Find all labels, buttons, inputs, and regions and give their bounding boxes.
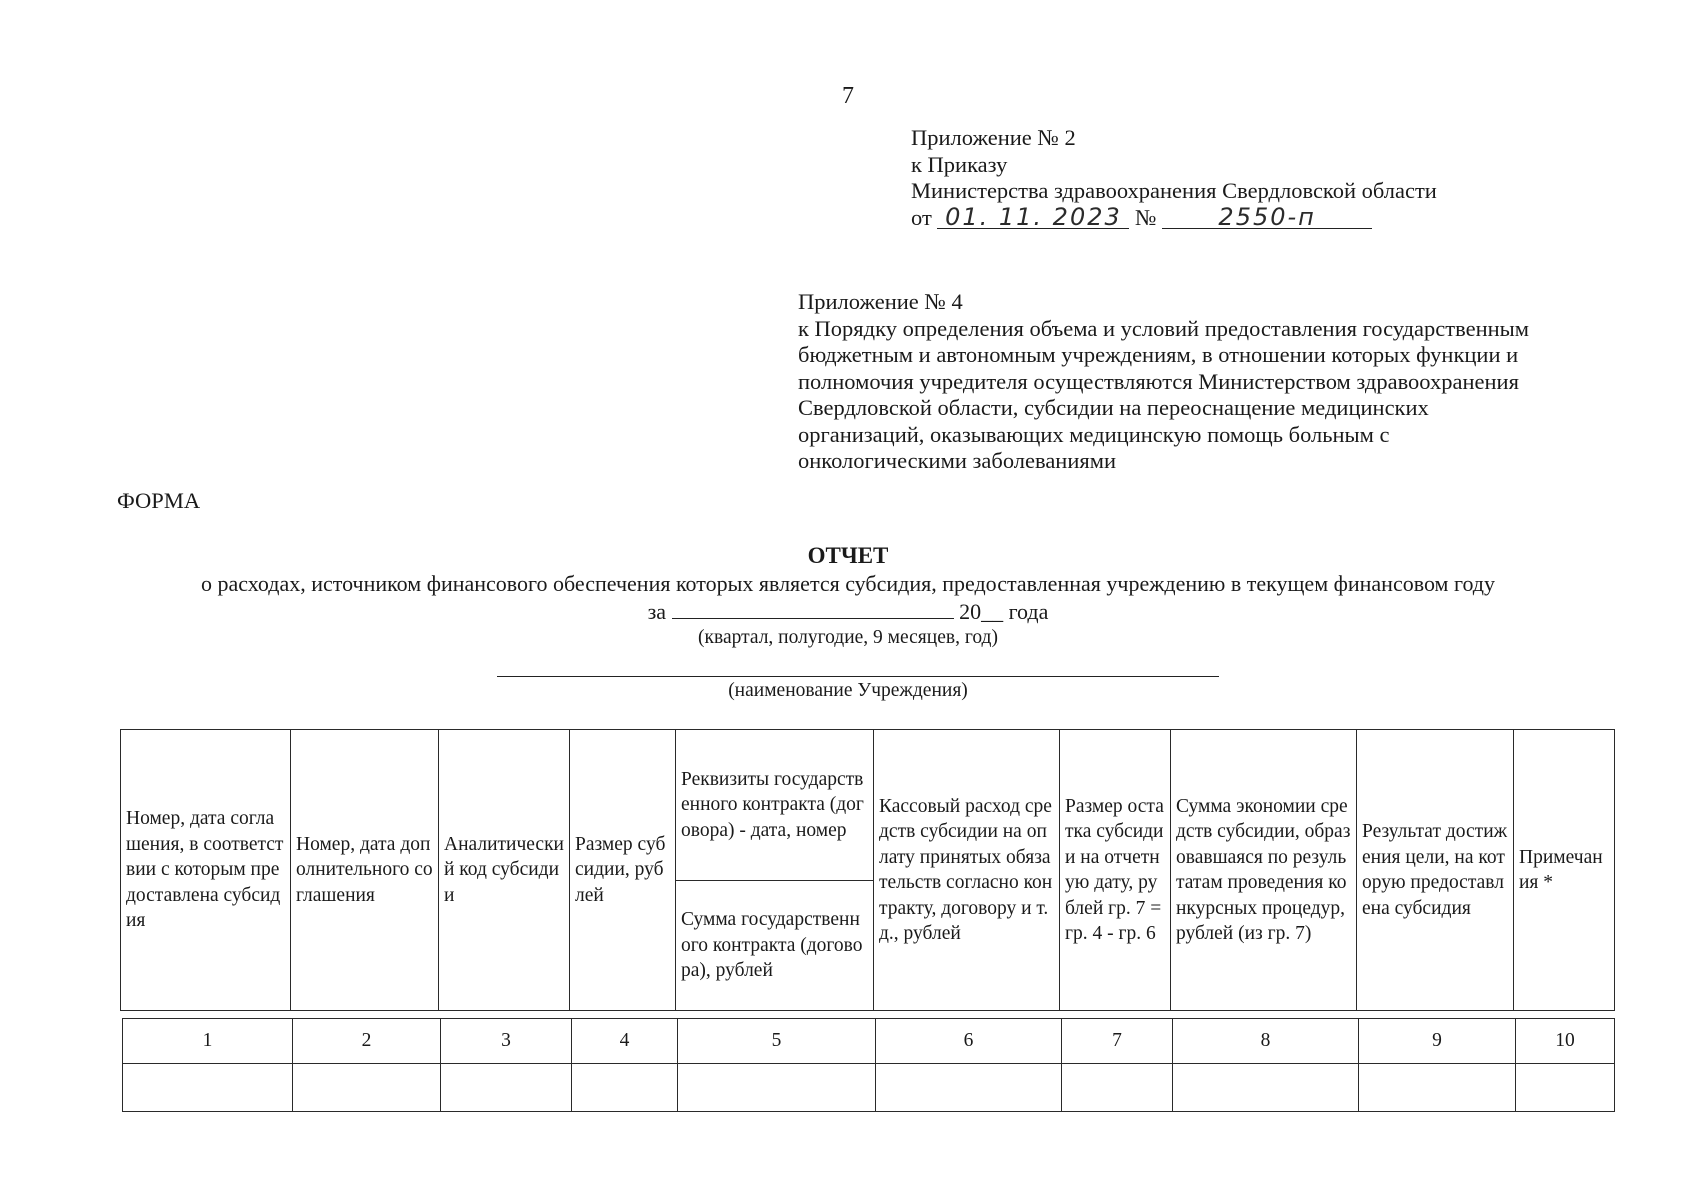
appendix-4-line: к Порядку определения объема и условий предоставления государственным [798,315,1530,341]
empty-data-row [123,1064,1615,1112]
appendix-4-line: онкологическими заболеваниями [798,448,1117,473]
column-number: 2 [293,1019,441,1064]
empty-cell [1359,1064,1516,1112]
empty-cell [1173,1064,1359,1112]
appendix-2-line: Министерства здравоохранения Свердловской области [911,178,1437,203]
header-contract-details: Реквизиты государственного контракта (договора) - дата, номер [676,730,874,881]
empty-cell [293,1064,441,1112]
column-number: 7 [1062,1019,1173,1064]
empty-cell [678,1064,876,1112]
empty-cell [1516,1064,1615,1112]
appendix-4-line: полномочия учредителя осуществляются Министерством здравоохранения [798,368,1519,394]
institution-name-line [497,676,1219,677]
institution-hint: (наименование Учреждения) [728,680,968,701]
appendix-4-line: Свердловской области, субсидии на переоснащение медицинских [798,395,1429,420]
column-number: 6 [876,1019,1062,1064]
order-date-handwritten: 01. 11. 2023 [937,206,1129,229]
form-label: ФОРМА [117,488,201,513]
column-number: 10 [1516,1019,1615,1064]
empty-cell [1062,1064,1173,1112]
appendix-4-title: Приложение № 4 [798,289,963,314]
header-notes: Примечания * [1514,730,1615,1011]
empty-cell [572,1064,678,1112]
report-header-table [120,729,1615,1011]
from-label: от [911,204,932,230]
report-title: ОТЧЕТ [807,543,889,568]
page-number: 7 [842,83,854,109]
appendix-4-line: организаций, оказывающих медицинскую помощь больным с [798,421,1390,447]
appendix-2-line: к Приказу [911,151,1008,177]
period-blank [672,598,954,619]
report-period-line [0,598,1696,625]
appendix-4-block [798,289,1529,475]
header-contract-sum: Сумма государственного контракта (договора), рублей [676,881,874,1011]
column-number: 3 [441,1019,572,1064]
header-additional-agreement: Номер, дата дополнительного соглашения [291,730,439,1011]
column-number: 4 [572,1019,678,1064]
column-number: 5 [678,1019,876,1064]
report-subtitle: о расходах, источником финансового обеспечения которых является субсидия, предоставленная учреждению в текущем финансовом году [200,571,1495,596]
column-number: 1 [123,1019,293,1064]
report-data-table [122,1018,1615,1112]
header-analytic-code: Аналитический код субсидии [439,730,570,1011]
appendix-4-line: бюджетным и автономным учреждениям, в отношении которых функции и [798,342,1519,367]
period-hint: (квартал, полугодие, 9 месяцев, год) [698,627,998,648]
header-result: Результат достижения цели, на которую предоставлена субсидия [1357,730,1514,1011]
header-subsidy-balance: Размер остатка субсидии на отчетную дату, рублей гр. 7 = гр. 4 - гр. 6 [1060,730,1171,1011]
number-label: № [1135,204,1157,230]
header-agreement: Номер, дата соглашения, в соответствии с которым предоставлена субсидия [121,730,291,1011]
period-prefix: за [647,599,667,624]
header-savings: Сумма экономии средств субсидии, образовавшаяся по результатам проведения конкурсных процедур, рублей (из гр. 7) [1171,730,1357,1011]
column-number: 8 [1173,1019,1359,1064]
header-cash-expense: Кассовый расход средств субсидии на оплату принятых обязательств согласно контракту, договору и т.д., рублей [874,730,1060,1011]
empty-cell [441,1064,572,1112]
empty-cell [123,1064,293,1112]
empty-cell [876,1064,1062,1112]
appendix-2-date-line [911,202,1437,232]
header-subsidy-amount: Размер субсидии, рублей [570,730,676,1011]
period-year: 20__ года [959,599,1049,624]
order-number-handwritten: 2550-п [1162,206,1372,229]
appendix-2-title: Приложение № 2 [911,125,1076,150]
appendix-2-block [911,125,1437,231]
column-number: 9 [1359,1019,1516,1064]
